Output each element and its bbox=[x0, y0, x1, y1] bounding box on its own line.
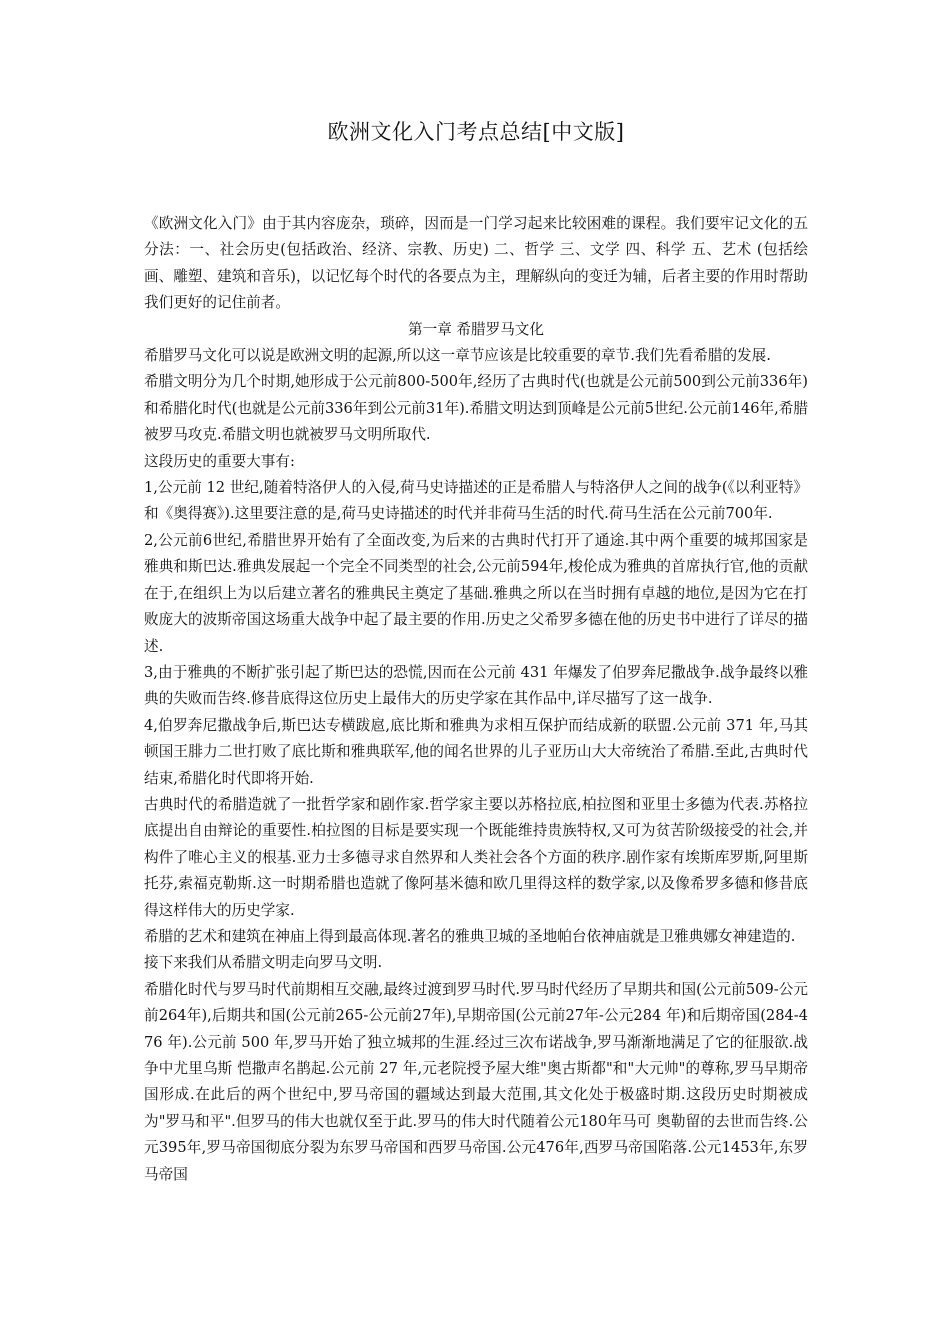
body-paragraph: 3,由于雅典的不断扩张引起了斯巴达的恐慌,因而在公元前 431 年爆发了伯罗奔尼撒战争.战争最终以雅典的失败而告终.修昔底得这位历史上最伟大的历史学家在其作品中,详尽描写了这一战争. bbox=[144, 663, 808, 708]
body-paragraph: 希腊的艺术和建筑在神庙上得到最高体现.著名的雅典卫城的圣地帕台依神庙就是卫雅典娜女神建造的. bbox=[144, 927, 796, 945]
document-title: 欧洲文化入门考点总结[中文版] bbox=[327, 120, 625, 144]
document-body bbox=[144, 211, 808, 1188]
intro-paragraph: 《欧洲文化入门》由于其内容庞杂，琐碎，因而是一门学习起来比较困难的课程。我们要牢记文化的五分法：一、社会历史(包括政治、经济、宗教、历史) 二、哲学 三、文学 四、科学 五、艺术 (包括绘画、雕塑、建筑和音乐)，以记忆每个时代的各要点为主，理解纵向的变迁为辅，后者主要的作用时帮助我们更好的记住前者。 bbox=[144, 215, 808, 312]
body-paragraph: 希腊化时代与罗马时代前期相互交融,最终过渡到罗马时代.罗马时代经历了早期共和国(公元前509-公元前264年),后期共和国(公元前265-公元前27年),早期帝国(公元前27年-公元284 年)和后期帝国(284-476 年).公元前 500 年,罗马开始了独立城邦的生涯.经过三次布诺战争,罗马渐渐地满足了它的征服欲.战争中尤里乌斯 恺撒声名鹊起.公元前 27 年,元老院授予屋大维"奥古斯都"和"大元帅"的尊称,罗马早期帝国形成.在此后的两个世纪中,罗马帝国的疆域达到最大范围,其文化处于极盛时期.这段历史时期被成为"罗马和平".但罗马的伟大也就仅至于此.罗马的伟大时代随着公元180年马可 奥勒留的去世而告终.公元395年,罗马帝国彻底分裂为东罗马帝国和西罗马帝国.公元476年,西罗马帝国陷落.公元1453年,东罗马帝国 bbox=[144, 980, 808, 1183]
body-paragraph: 这段历史的重要大事有: bbox=[144, 452, 295, 470]
body-paragraph: 4,伯罗奔尼撒战争后,斯巴达专横跋扈,底比斯和雅典为求相互保护而结成新的联盟.公元前 371 年,马其顿国王腓力二世打败了底比斯和雅典联军,他的闻名世界的儿子亚历山大大帝统治了希腊.至此,古典时代结束,希腊化时代即将开始. bbox=[144, 716, 808, 787]
body-paragraph: 接下来我们从希腊文明走向罗马文明. bbox=[144, 954, 383, 972]
chapter-heading: 第一章 希腊罗马文化 bbox=[408, 320, 544, 338]
body-paragraph: 古典时代的希腊造就了一批哲学家和剧作家.哲学家主要以苏格拉底,柏拉图和亚里士多德为代表.苏格拉底提出自由辩论的重要性.柏拉图的目标是要实现一个既能维持贵族特权,又可为贫苦阶级接受的社会,并构件了唯心主义的根基.亚力士多德寻求自然界和人类社会各个方面的秩序.剧作家有埃斯库罗斯,阿里斯托芬,索福克勒斯.这一时期希腊也造就了像阿基米德和欧几里得这样的数学家,以及像希罗多德和修昔底得这样伟大的历史学家. bbox=[144, 795, 808, 919]
body-paragraph: 希腊文明分为几个时期,她形成于公元前800-500年,经历了古典时代(也就是公元前500到公元前336年)和希腊化时代(也就是公元前336年到公元前31年).希腊文明达到顶峰是公元前5世纪.公元前146年,希腊被罗马攻克.希腊文明也就被罗马文明所取代. bbox=[144, 373, 808, 444]
body-paragraph: 希腊罗马文化可以说是欧洲文明的起源,所以这一章节应该是比较重要的章节.我们先看希腊的发展. bbox=[144, 347, 771, 365]
body-paragraph: 1,公元前 12 世纪,随着特洛伊人的入侵,荷马史诗描述的正是希腊人与特洛伊人之间的战争(《以利亚特》和《奥得赛》).这里要注意的是,荷马史诗描述的时代并非荷马生活的时代.荷马生活在公元前700年. bbox=[144, 479, 808, 523]
body-paragraph: 2,公元前6世纪,希腊世界开始有了全面改变,为后来的古典时代打开了通途.其中两个重要的城邦国家是雅典和斯巴达.雅典发展起一个完全不同类型的社会,公元前594年,梭伦成为雅典的首席执行官,他的贡献在于,在组织上为以后建立著名的雅典民主奠定了基础.雅典之所以在当时拥有卓越的地位,是因为它在打败庞大的波斯帝国这场重大战争中起了最主要的作用.历史之父希罗多德在他的历史书中进行了详尽的描述. bbox=[144, 531, 808, 655]
